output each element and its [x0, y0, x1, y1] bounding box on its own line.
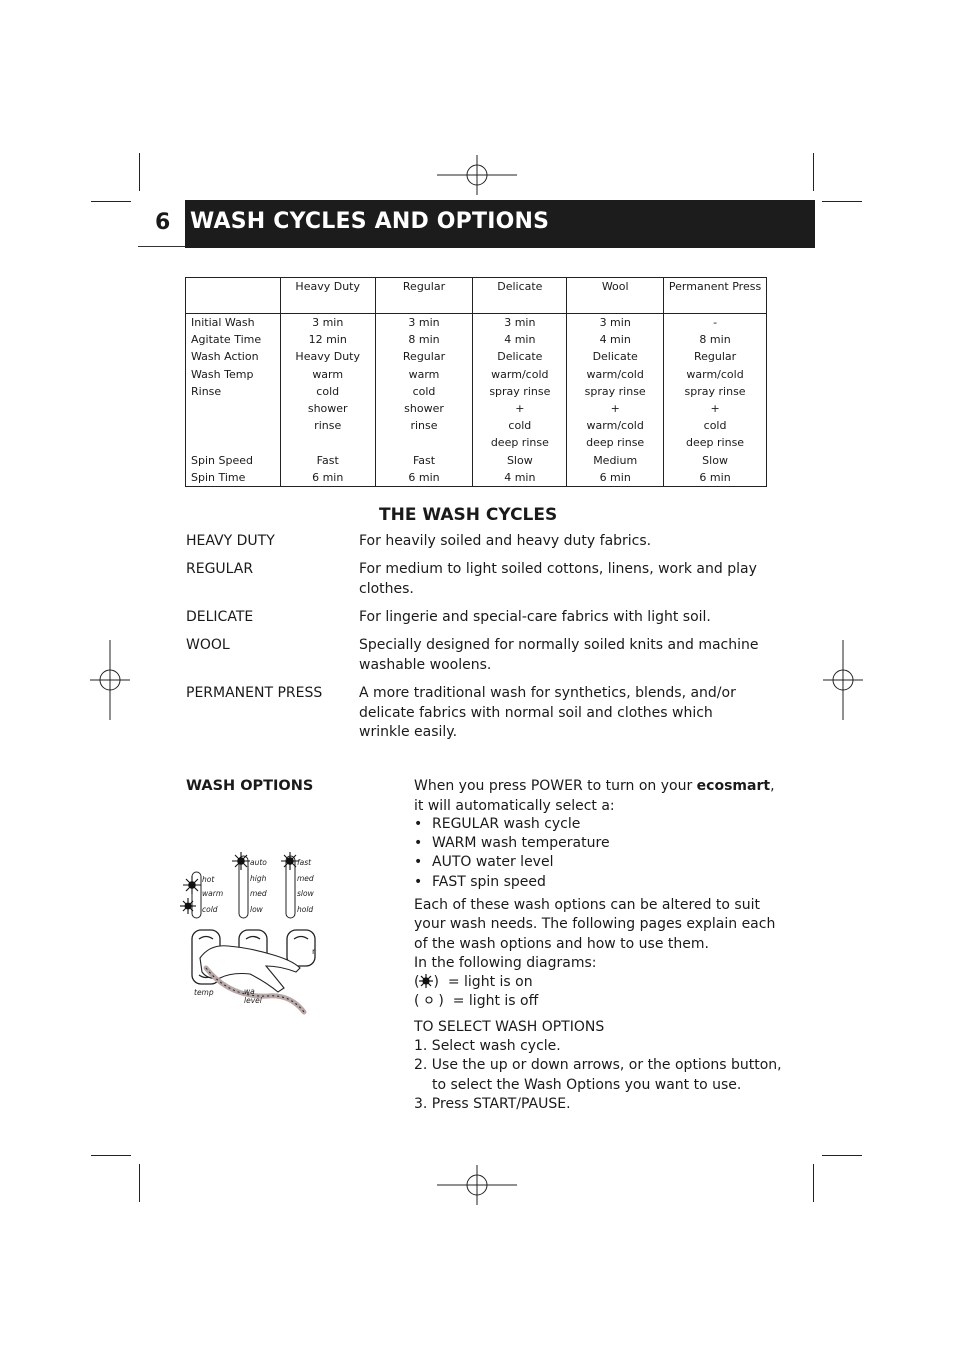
legend-paren: ) [433, 974, 448, 990]
table-cell: 3 min [280, 314, 375, 332]
legend-paren: ( [414, 993, 424, 1009]
cycle-description [359, 636, 759, 675]
table-row [186, 452, 767, 469]
table-header-cell: Delicate [473, 278, 567, 314]
desc-line: washable woolens. [359, 656, 492, 673]
table-row [186, 314, 767, 332]
panel-label: auto [250, 858, 267, 867]
legend-text: = light is on [447, 974, 533, 990]
intro-text: When you press POWER to turn on your [414, 778, 697, 794]
desc-line: Specially designed for normally soiled knits and machine [359, 637, 759, 653]
table-cell [567, 383, 664, 452]
desc-line: For heavily soiled and heavy duty fabrics. [359, 533, 652, 549]
table-header-row [186, 278, 767, 314]
panel-label: slow [297, 889, 314, 898]
panel-label: fast [297, 858, 312, 867]
cell-line: + [710, 402, 720, 416]
list-item-text: AUTO water level [432, 854, 554, 870]
panel-label: cold [202, 905, 218, 914]
legend-off [414, 992, 538, 1011]
table-cell: - [664, 314, 767, 332]
table-cell: 8 min [375, 331, 473, 348]
table-cell: 8 min [664, 331, 767, 348]
para-line: of the wash options and how to use them. [414, 935, 709, 952]
table-header-cell: Permanent Press [664, 278, 767, 314]
table-cell: 4 min [473, 331, 567, 348]
table-header-cell: Wool [567, 278, 664, 314]
panel-label: hold [297, 905, 314, 914]
light-on-icon [419, 974, 433, 988]
desc-line: delicate fabrics with normal soil and clothes which [359, 704, 713, 721]
row-label: Agitate Time [186, 331, 281, 348]
list-item-text: FAST spin speed [432, 874, 546, 890]
table-cell [473, 383, 567, 452]
list-item: • AUTO water level [414, 854, 554, 870]
para-line: In the following diagrams: [414, 954, 597, 971]
step-item-continued: to select the Wash Options you want to use. [432, 1077, 742, 1093]
desc-line: For medium to light soiled cottons, linens, work and play [359, 561, 757, 577]
row-label: Spin Speed [186, 452, 281, 469]
cell-line: deep rinse [586, 436, 645, 450]
table-cell: Regular [664, 348, 767, 365]
table-cell: 3 min [375, 314, 473, 332]
list-item-text: REGULAR wash cycle [432, 816, 581, 832]
cell-line: spray rinse [684, 384, 746, 398]
panel-label: med [297, 874, 314, 883]
crop-mark [91, 201, 131, 202]
row-label: Spin Time [186, 469, 281, 487]
page-title: WASH CYCLES AND OPTIONS [190, 209, 550, 234]
table-row [186, 366, 767, 383]
cycle-description [359, 684, 759, 743]
cycle-name: DELICATE [186, 609, 254, 625]
table-row [186, 348, 767, 365]
row-label: Wash Temp [186, 366, 281, 383]
cell-line: cold [508, 419, 532, 433]
table-cell: 6 min [375, 469, 473, 487]
crop-mark [822, 1155, 862, 1156]
table-cell: 6 min [567, 469, 664, 487]
light-off-icon [424, 994, 434, 1006]
intro-punct: , [770, 778, 775, 794]
table-cell: 3 min [567, 314, 664, 332]
table-cell: 4 min [567, 331, 664, 348]
list-item: • WARM wash temperature [414, 835, 610, 851]
table-header-cell: Heavy Duty [280, 278, 375, 314]
steps-title: TO SELECT WASH OPTIONS [414, 1019, 605, 1035]
title-rule [138, 246, 186, 247]
cycle-description [359, 532, 759, 552]
cell-line: shower [404, 402, 444, 416]
table-cell: Medium [567, 452, 664, 469]
panel-label: low [250, 905, 263, 914]
table-cell: Heavy Duty [280, 348, 375, 365]
panel-label: high [250, 874, 267, 883]
panel-label: temp [194, 988, 214, 997]
row-label: Initial Wash [186, 314, 281, 332]
legend-on [414, 973, 533, 992]
registration-mark [823, 640, 863, 720]
table-cell: Slow [664, 452, 767, 469]
registration-mark [437, 155, 517, 195]
table-cell: Fast [280, 452, 375, 469]
page-number: 6 [155, 210, 171, 235]
desc-line: A more traditional wash for synthetics, blends, and/or [359, 685, 736, 701]
table-cell: warm [375, 366, 473, 383]
legend-paren: ) [433, 993, 453, 1009]
step-item: 2. Use the up or down arrows, or the options button, [414, 1057, 782, 1073]
cell-line: rinse [314, 419, 342, 433]
panel-label: med [250, 889, 267, 898]
table-cell: warm [280, 366, 375, 383]
table-cell: Regular [375, 348, 473, 365]
wash-cycles-heading: THE WASH CYCLES [379, 505, 558, 525]
table-cell: 3 min [473, 314, 567, 332]
cycle-name: PERMANENT PRESS [186, 685, 323, 701]
table-cell: warm/cold [567, 366, 664, 383]
cell-line: deep rinse [686, 436, 745, 450]
table-cell: 12 min [280, 331, 375, 348]
cell-line: cold [412, 384, 436, 398]
table-cell: Fast [375, 452, 473, 469]
crop-mark [813, 1164, 814, 1202]
list-item-text: WARM wash temperature [432, 835, 610, 851]
panel-label: level [244, 996, 262, 1005]
panel-label: hot [202, 875, 215, 884]
cell-line: spray rinse [584, 384, 646, 398]
crop-mark [813, 153, 814, 191]
table-cell [375, 383, 473, 452]
crop-mark [91, 1155, 131, 1156]
desc-line: wrinkle easily. [359, 724, 458, 740]
svg-text:r: r [312, 947, 316, 956]
para-line: your wash needs. The following pages explain each [414, 916, 776, 933]
cycle-name: WOOL [186, 637, 230, 653]
table-cell: warm/cold [664, 366, 767, 383]
table-cell: 6 min [664, 469, 767, 487]
table-cell: Delicate [567, 348, 664, 365]
intro-line [414, 777, 775, 796]
intro-line: it will automatically select a: [414, 798, 615, 814]
cell-line: cold [316, 384, 340, 398]
options-paragraph [414, 896, 775, 973]
table-cell: 4 min [473, 469, 567, 487]
panel-label: wa [244, 987, 255, 996]
table-row [186, 383, 767, 452]
crop-mark [139, 153, 140, 191]
table-header-cell [186, 278, 281, 314]
cell-line: deep rinse [490, 436, 549, 450]
cell-line: cold [703, 419, 727, 433]
crop-mark [822, 201, 862, 202]
table-row [186, 469, 767, 487]
table-row [186, 331, 767, 348]
cell-line: + [610, 402, 620, 416]
legend-text: = light is off [452, 993, 539, 1009]
wash-cycle-table [185, 277, 767, 487]
table-cell [664, 383, 767, 452]
list-item: • FAST spin speed [414, 874, 546, 890]
cell-line: spray rinse [489, 384, 551, 398]
cell-line: rinse [410, 419, 438, 433]
table-cell: Slow [473, 452, 567, 469]
row-label: Rinse [186, 383, 281, 452]
table-header-cell: Regular [375, 278, 473, 314]
row-label: Wash Action [186, 348, 281, 365]
cell-line: shower [307, 402, 348, 416]
panel-label: warm [202, 889, 224, 898]
table-cell [280, 383, 375, 452]
legend-paren: ( [414, 974, 420, 990]
cell-line: warm/cold [586, 419, 644, 433]
table-cell: Delicate [473, 348, 567, 365]
cell-line: + [515, 402, 525, 416]
crop-mark [139, 1164, 140, 1202]
para-line: Each of these wash options can be altered to suit [414, 897, 760, 913]
cycle-name: HEAVY DUTY [186, 533, 275, 549]
table-cell: warm/cold [473, 366, 567, 383]
registration-mark [437, 1165, 517, 1205]
step-item: 1. Select wash cycle. [414, 1038, 561, 1054]
step-item: 3. Press START/PAUSE. [414, 1096, 571, 1112]
desc-line: clothes. [359, 580, 414, 597]
list-item: • REGULAR wash cycle [414, 816, 581, 832]
table-cell: 6 min [280, 469, 375, 487]
cycle-description [359, 560, 759, 599]
brand-name: ecosmart [696, 778, 771, 794]
cycle-name: REGULAR [186, 561, 254, 577]
wash-options-heading: WASH OPTIONS [186, 778, 314, 794]
control-panel-illustration [180, 848, 330, 1018]
registration-mark [90, 640, 130, 720]
cycle-description [359, 608, 759, 628]
desc-line: For lingerie and special-care fabrics with light soil. [359, 609, 711, 625]
